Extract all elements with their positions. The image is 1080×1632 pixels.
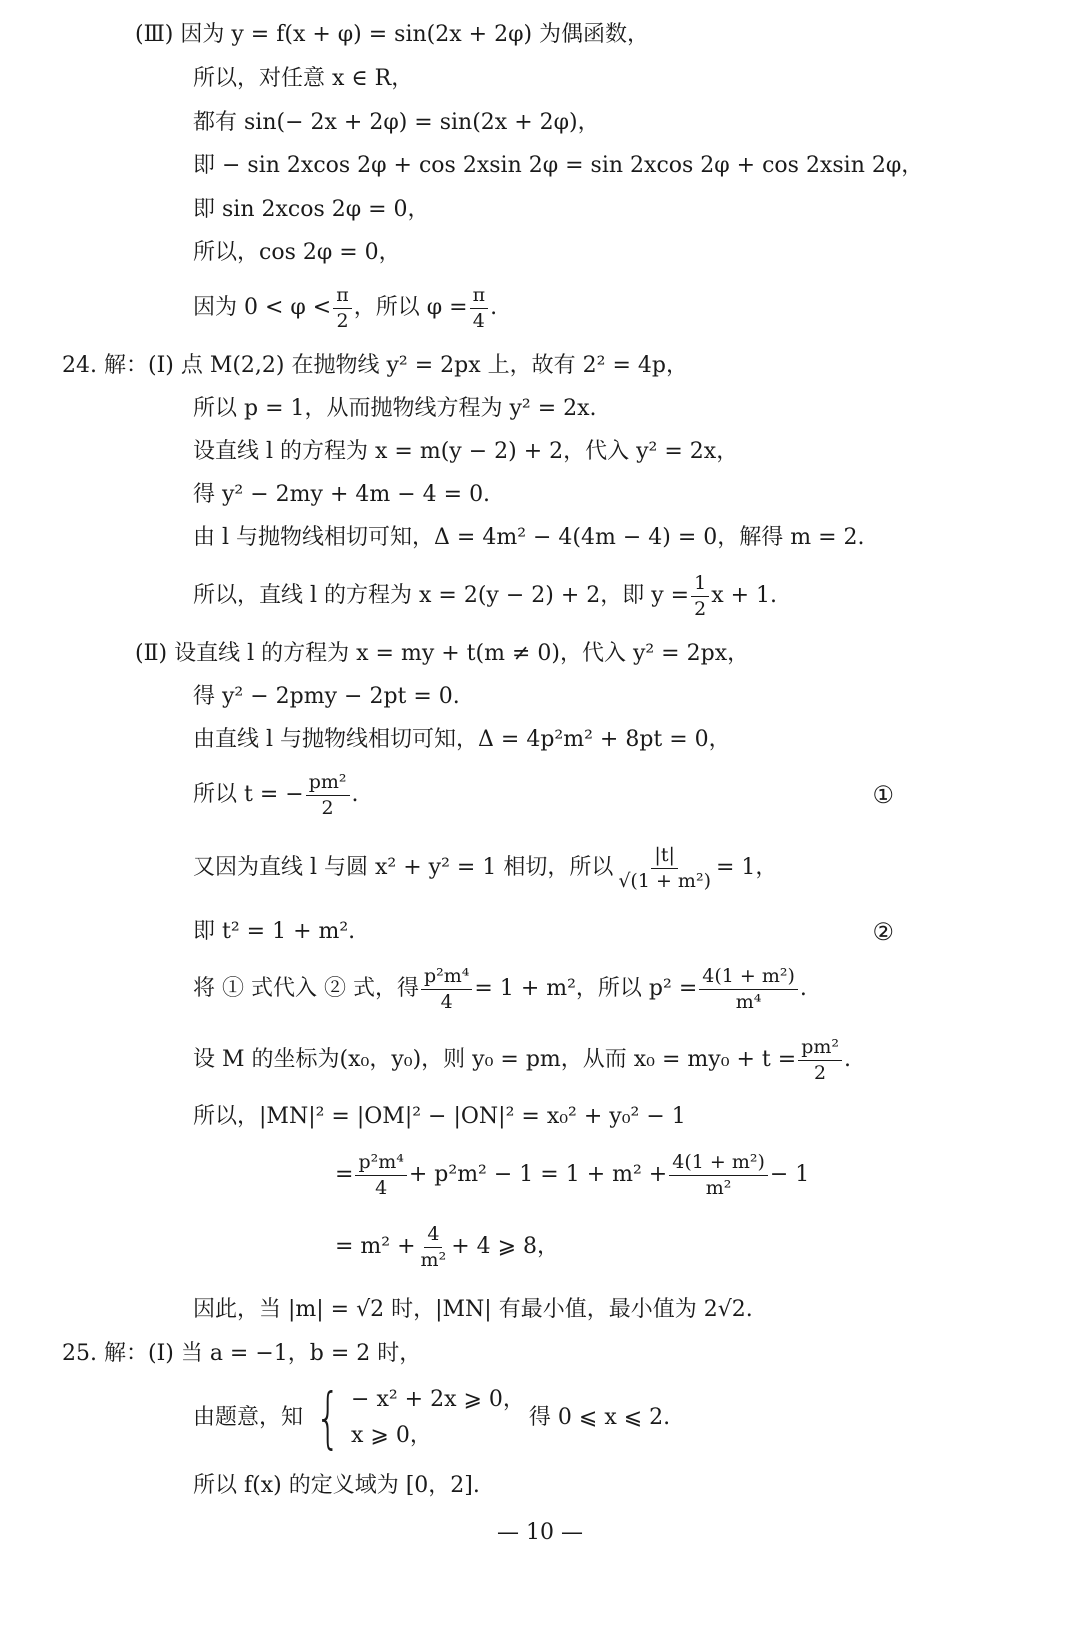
question-24-heading: 24. 解：(Ⅰ) 点 M(2,2) 在抛物线 y² = 2px 上，故有 2² = 4p， (62, 353, 688, 378)
text-line: 得 y² − 2pmy − 2pt = 0. (193, 684, 460, 709)
text-line: 所以 p = 1，从而抛物线方程为 y² = 2x. (193, 396, 597, 421)
text-line: = $\frac{\text{p²m⁴}}{4}$ + p²m² − 1 = 1 + m² + $\frac{\text{4(1 + m²)}}{\text{m²}}$ − 1 (335, 1151, 810, 1199)
fraction: $\frac{\text{4(1 + m²)}}{\text{m⁴}}$ (699, 966, 798, 1013)
text-line: 由 l 与抛物线相切可知，Δ = 4m² − 4(4m − 4) = 0，解得 m = 2. (193, 525, 865, 550)
text-line: 所以，|MN|² = |OM|² − |ON|² = x₀² + y₀² − 1 (193, 1104, 686, 1129)
equation-marker: ① (872, 781, 894, 809)
text-line: 都有 sin(− 2x + 2φ) = sin(2x + 2φ)， (193, 110, 600, 135)
fraction: $\frac{\pi}{2}$ (333, 285, 352, 332)
text-line: 得 y² − 2my + 4m − 4 = 0. (193, 482, 491, 507)
fraction: $\frac{1}{2}$ (691, 573, 709, 620)
fraction: $\frac{\pi}{4}$ (470, 285, 489, 332)
question-25-heading: 25. 解：(Ⅰ) 当 a = −1，b = 2 时， (62, 1341, 422, 1366)
text-line: 设 M 的坐标为(x₀，y₀)，则 y₀ = pm，从而 x₀ = my₀ + t = $\frac{\text{pm²}}{2}$ . (193, 1036, 851, 1084)
text-line: 又因为直线 l 与圆 x² + y² = 1 相切，所以 $\frac{|t|}{\text{√(1 + m²)}}$ = 1， (193, 844, 778, 892)
text-line: 将 ① 式代入 ② 式，得 $\frac{\text{p²m⁴}}{4}$ = 1 + m²，所以 p² = $\frac{\text{4(1 + m²)}}{\text{m⁴}}$ . (193, 965, 807, 1013)
fraction: $\frac{\text{pm²}}{2}$ (798, 1037, 842, 1084)
text-line: 设直线 l 的方程为 x = m(y − 2) + 2，代入 y² = 2x， (193, 439, 739, 464)
left-brace: { (315, 1379, 341, 1456)
text-line: 即 t² = 1 + m². (193, 919, 356, 944)
text-line: 由题意，知 { − x² + 2x ⩾ 0， x ⩾ 0， 得 0 ⩽ x ⩽ 2. (193, 1379, 671, 1456)
fraction: $\frac{\text{4(1 + m²)}}{\text{m²}}$ (669, 1152, 768, 1199)
page-number: — 10 — (497, 1520, 583, 1545)
fraction: $\frac{|t|}{\text{√(1 + m²)}}$ (618, 844, 711, 892)
fraction: $\frac{\text{p²m⁴}}{4}$ (421, 966, 472, 1013)
text-line: (Ⅱ) 设直线 l 的方程为 x = my + t(m ≠ 0)，代入 y² = 2px， (135, 641, 750, 666)
text-line: 所以，直线 l 的方程为 x = 2(y − 2) + 2，即 y = $\frac{1}{2}$ x + 1. (193, 572, 778, 620)
text-line: 由直线 l 与抛物线相切可知，Δ = 4p²m² + 8pt = 0， (193, 727, 731, 752)
text-line: = m² + $\frac{4}{\text{m²}}$ + 4 ⩾ 8， (335, 1223, 560, 1271)
text-line: 因为 0 < φ < $\frac{\pi}{2}$ ，所以 φ = $\frac{\pi}{4}$ . (193, 284, 498, 332)
text-line: 因此，当 |m| = √2 时，|MN| 有最小值，最小值为 2√2. (193, 1297, 753, 1322)
text-line: 所以，对任意 x ∈ R， (193, 66, 414, 91)
text-line: 所以 t = − $\frac{\text{pm²}}{2}$ . (193, 771, 359, 819)
equation-marker: ② (872, 918, 894, 946)
fraction: $\frac{\text{pm²}}{2}$ (306, 772, 350, 819)
equation-system: { − x² + 2x ⩾ 0， x ⩾ 0， (315, 1379, 525, 1456)
text-line: 所以 f(x) 的定义域为 [0，2]. (193, 1473, 480, 1498)
fraction: $\frac{\text{p²m⁴}}{4}$ (355, 1152, 406, 1199)
fraction: $\frac{4}{\text{m²}}$ (420, 1223, 447, 1271)
text-line: (Ⅲ) 因为 y = f(x + φ) = sin(2x + 2φ) 为偶函数， (135, 22, 650, 47)
text-line: 即 sin 2xcos 2φ = 0， (193, 197, 430, 222)
text-line: 即 − sin 2xcos 2φ + cos 2xsin 2φ = sin 2xcos 2φ + cos 2xsin 2φ， (193, 153, 924, 178)
text-line: 所以，cos 2φ = 0， (193, 240, 401, 265)
